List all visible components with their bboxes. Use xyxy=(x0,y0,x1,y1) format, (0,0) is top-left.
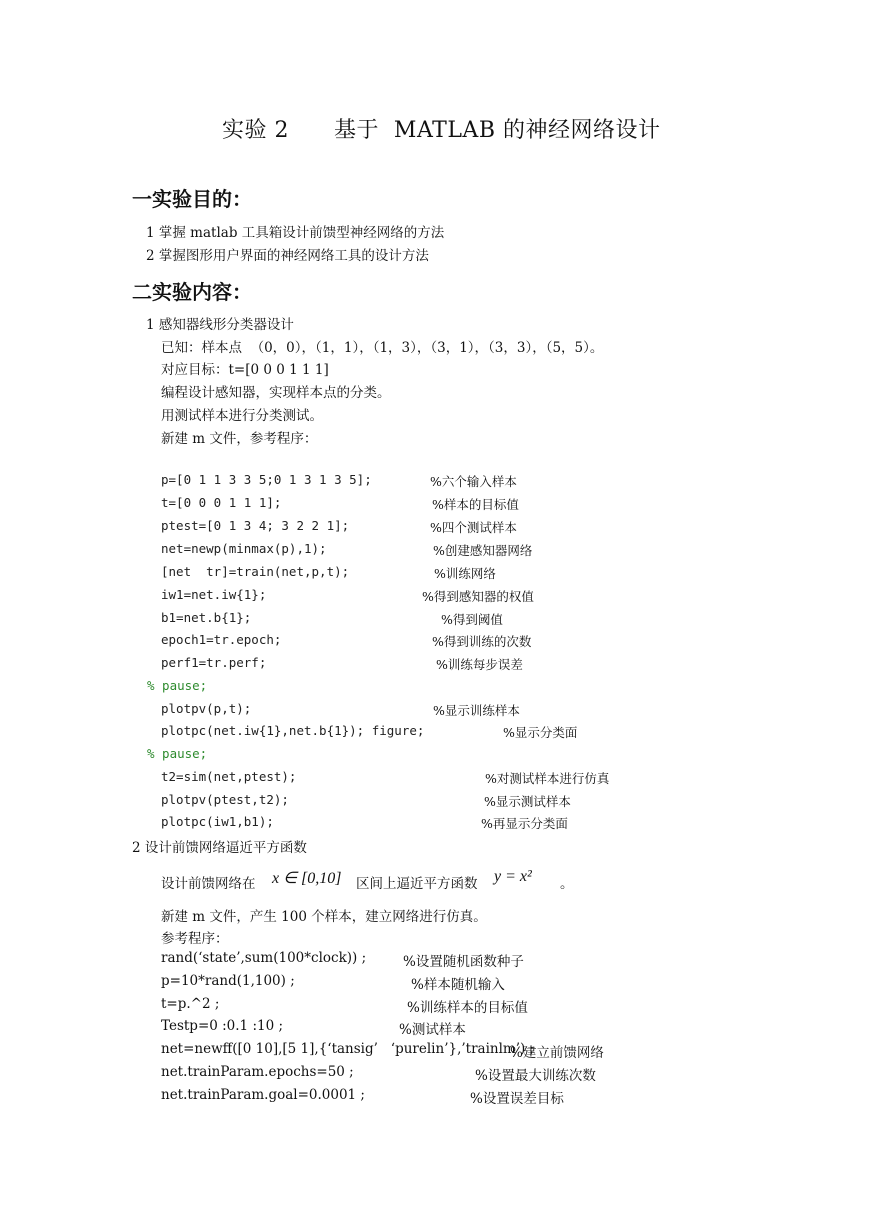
code-comment: %再显示分类面 xyxy=(481,816,568,831)
code-line: p=10*rand(1,100) ; xyxy=(161,973,295,989)
part1-title: 1 感知器线形分类器设计 xyxy=(146,317,294,333)
code-comment: %训练样本的目标值 xyxy=(407,1000,528,1016)
code-line: t=[0 0 0 1 1 1]; xyxy=(161,495,282,510)
code-comment: %六个输入样本 xyxy=(430,474,517,489)
part2-title: 2 设计前馈网络逼近平方函数 xyxy=(132,840,307,856)
code-line: plotpv(p,t); xyxy=(161,701,252,716)
code-comment: %四个测试样本 xyxy=(430,520,517,535)
code-comment: %样本的目标值 xyxy=(432,497,519,512)
code-comment: %得到阈值 xyxy=(441,612,503,627)
page-title: 实验 2 基于 MATLAB 的神经网络设计 xyxy=(222,118,661,143)
code-comment: %样本随机输入 xyxy=(411,977,505,993)
objective-item-2: 2 掌握图形用户界面的神经网络工具的设计方法 xyxy=(146,248,429,264)
part2-intro-mid: 区间上逼近平方函数 xyxy=(356,876,478,892)
part2-line: 参考程序： xyxy=(161,931,229,947)
code-line: epoch1=tr.epoch; xyxy=(161,632,282,647)
code-pause: % pause; xyxy=(147,746,208,761)
objective-item-1: 1 掌握 matlab 工具箱设计前馈型神经网络的方法 xyxy=(146,225,445,241)
part1-line: 对应目标：t=[0 0 0 1 1 1] xyxy=(161,362,329,378)
code-line: b1=net.b{1}; xyxy=(161,610,252,625)
code-line: [net tr]=train(net,p,t); xyxy=(161,564,350,579)
code-line: net=newp(minmax(p),1); xyxy=(161,541,327,556)
code-comment: %显示测试样本 xyxy=(484,794,571,809)
code-comment: %设置最大训练次数 xyxy=(475,1068,596,1084)
code-comment: %训练每步误差 xyxy=(436,657,523,672)
code-comment: %显示分类面 xyxy=(503,725,578,740)
code-line: perf1=tr.perf; xyxy=(161,655,267,670)
code-comment: %显示训练样本 xyxy=(433,703,520,718)
code-line: net=newff([0 10],[5 1],{‘tansig’ ‘purelin’},’trainlm’) ; xyxy=(161,1041,535,1057)
code-line: t2=sim(net,ptest); xyxy=(161,769,297,784)
code-comment: %得到感知器的权值 xyxy=(422,589,534,604)
part1-line: 用测试样本进行分类测试。 xyxy=(161,408,323,424)
part2-intro-suffix: 。 xyxy=(560,876,574,892)
section-heading-content: 二实验内容： xyxy=(132,280,252,304)
code-line: net.trainParam.goal=0.0001 ; xyxy=(161,1087,365,1103)
code-line: iw1=net.iw{1}; xyxy=(161,587,267,602)
code-line: plotpv(ptest,t2); xyxy=(161,792,289,807)
code-line: net.trainParam.epochs=50 ; xyxy=(161,1064,354,1080)
formula-square: y = x² xyxy=(494,868,532,885)
part1-line: 已知：样本点 （0，0），（1，1），（1，3），（3，1），（3，3），（5，5）。 xyxy=(161,340,604,356)
code-comment: %得到训练的次数 xyxy=(432,634,532,649)
code-comment: %创建感知器网络 xyxy=(433,543,533,558)
code-comment: %建立前馈网络 xyxy=(510,1045,604,1061)
code-pause: % pause; xyxy=(147,678,208,693)
code-line: p=[0 1 1 3 3 5;0 1 3 1 3 5]; xyxy=(161,472,372,487)
code-line: plotpc(iw1,b1); xyxy=(161,814,274,829)
code-comment: %对测试样本进行仿真 xyxy=(485,771,610,786)
part1-line: 编程设计感知器，实现样本点的分类。 xyxy=(161,385,391,401)
code-line: plotpc(net.iw{1},net.b{1}); figure; xyxy=(161,723,425,738)
code-comment: %测试样本 xyxy=(399,1022,466,1038)
code-comment: %设置随机函数种子 xyxy=(403,954,524,970)
code-line: ptest=[0 1 3 4; 3 2 2 1]; xyxy=(161,518,350,533)
code-comment: %训练网络 xyxy=(434,566,496,581)
code-line: t=p.^2 ; xyxy=(161,996,220,1012)
code-comment: %设置误差目标 xyxy=(470,1091,564,1107)
section-heading-objectives: 一实验目的： xyxy=(132,187,252,211)
part2-line: 新建 m 文件，产生 100 个样本，建立网络进行仿真。 xyxy=(161,909,487,925)
code-line: rand(‘state’,sum(100*clock)) ; xyxy=(161,950,367,966)
formula-domain: x ∈ [0,10] xyxy=(272,870,342,887)
code-line: Testp=0 :0.1 :10 ; xyxy=(161,1018,284,1034)
part2-intro-prefix: 设计前馈网络在 xyxy=(161,876,256,892)
part1-line: 新建 m 文件，参考程序： xyxy=(161,431,318,447)
